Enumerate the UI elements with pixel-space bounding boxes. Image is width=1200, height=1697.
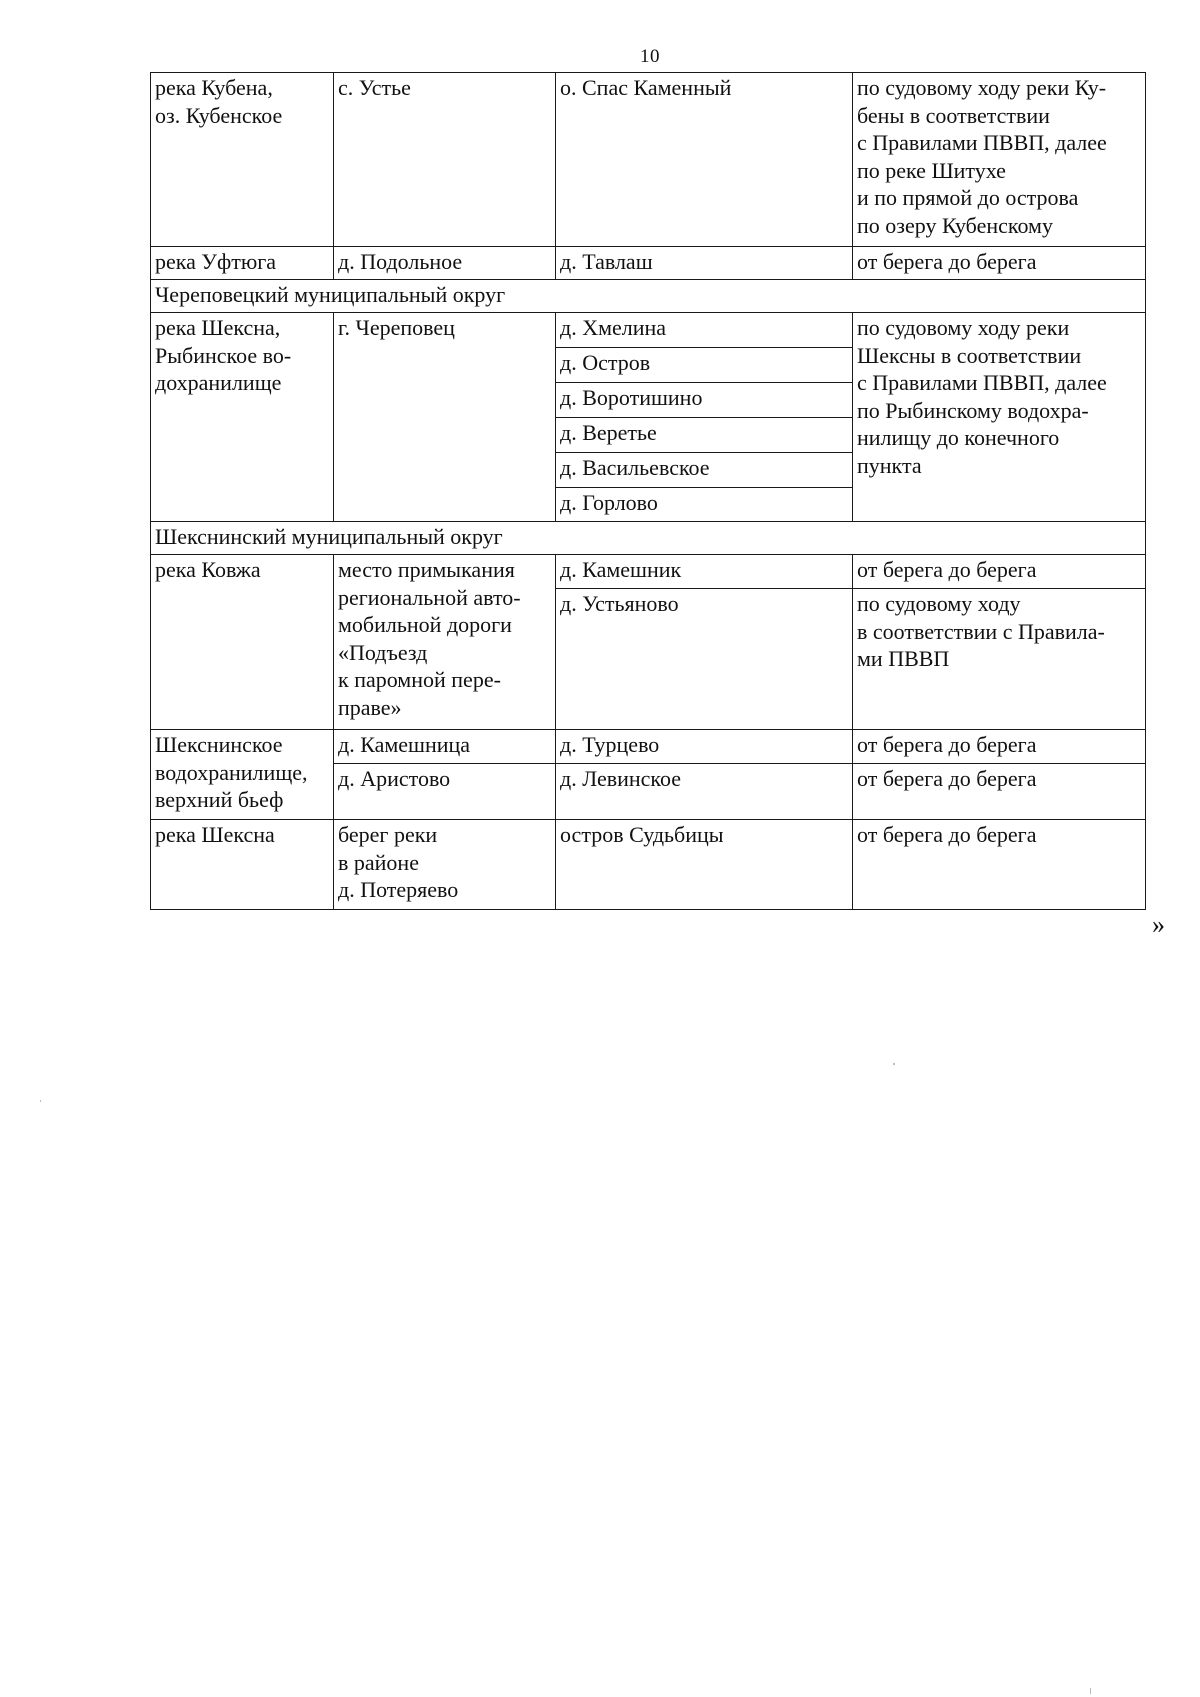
destination-cell: д. Веретье <box>556 418 853 453</box>
route-cell: по судовому ходу в соответствии с Правила- ми ПВВП <box>853 589 1146 730</box>
table-row <box>151 555 1146 589</box>
destination-cell: д. Васильевское <box>556 453 853 488</box>
destination-cell: д. Устьяново <box>556 589 853 730</box>
district-row <box>151 522 1146 555</box>
destination-cell: д. Воротишино <box>556 383 853 418</box>
route-cell: от берега до берега <box>853 820 1146 910</box>
scan-speck <box>893 1063 895 1065</box>
destination-cell: д. Горлово <box>556 488 853 522</box>
route-cell: от берега до берега <box>853 247 1146 280</box>
departure-cell: д. Камешница <box>334 730 556 764</box>
waterway-cell: Шекснинское водохранилище, верхний бьеф <box>151 730 334 820</box>
table-row <box>151 73 1146 247</box>
table-row <box>151 247 1146 280</box>
waterway-cell: река Шексна, Рыбинское во- дохранилище <box>151 313 334 522</box>
destination-cell: д. Камешник <box>556 555 853 589</box>
ferry-routes-table <box>150 72 1146 910</box>
route-cell: от берега до берега <box>853 730 1146 764</box>
page-number: 10 <box>640 46 660 67</box>
table-row <box>151 730 1146 764</box>
scan-speck <box>40 1100 41 1102</box>
district-heading: Череповецкий муниципальный округ <box>151 280 1146 313</box>
destination-cell: остров Судьбицы <box>556 820 853 910</box>
departure-cell: место примыкания региональной авто- мобильной дороги «Подъезд к паромной пере- праве» <box>334 555 556 730</box>
departure-cell: д. Аристово <box>334 764 556 820</box>
waterway-cell: река Ковжа <box>151 555 334 730</box>
departure-cell: берег реки в районе д. Потеряево <box>334 820 556 910</box>
scan-speck <box>1090 1688 1091 1694</box>
departure-cell: г. Череповец <box>334 313 556 522</box>
district-row <box>151 280 1146 313</box>
waterway-cell: река Уфтюга <box>151 247 334 280</box>
destination-cell: о. Спас Каменный <box>556 73 853 247</box>
table-row <box>151 820 1146 910</box>
destination-cell: д. Турцево <box>556 730 853 764</box>
departure-cell: с. Устье <box>334 73 556 247</box>
route-cell: по судовому ходу реки Шексны в соответствии с Правилами ПВВП, далее по Рыбинскому водохра- нилищу до конечного пункта <box>853 313 1146 522</box>
closing-quote-mark: » <box>1152 910 1165 939</box>
destination-cell: д. Левинское <box>556 764 853 820</box>
route-cell: от берега до берега <box>853 555 1146 589</box>
table-row <box>151 313 1146 348</box>
route-cell: по судовому ходу реки Ку- бены в соответствии с Правилами ПВВП, далее по реке Шитухе и по прямой до острова по озеру Кубенскому <box>853 73 1146 247</box>
destination-cell: д. Остров <box>556 348 853 383</box>
waterway-cell: река Шексна <box>151 820 334 910</box>
waterway-cell: река Кубена, оз. Кубенское <box>151 73 334 247</box>
route-cell: от берега до берега <box>853 764 1146 820</box>
district-heading: Шекснинский муниципальный округ <box>151 522 1146 555</box>
destination-cell: д. Тавлаш <box>556 247 853 280</box>
destination-cell: д. Хмелина <box>556 313 853 348</box>
departure-cell: д. Подольное <box>334 247 556 280</box>
